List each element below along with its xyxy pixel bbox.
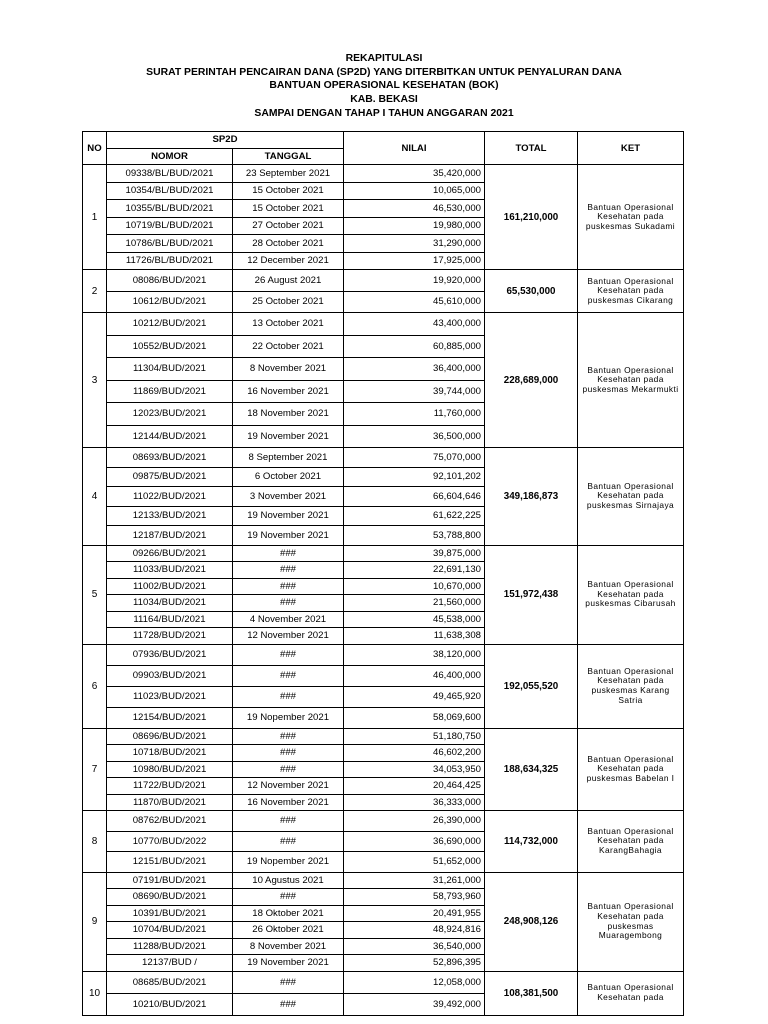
sp2d-date: 12 November 2021: [233, 628, 344, 645]
sp2d-number: 11033/BUD/2021: [107, 562, 233, 579]
group-total: 192,055,520: [485, 644, 578, 728]
table-row: [83, 313, 684, 336]
sp2d-number: 09338/BL/BUD/2021: [107, 165, 233, 183]
sp2d-date: 4 November 2021: [233, 611, 344, 628]
sp2d-date: 19 November 2021: [233, 526, 344, 546]
sp2d-number: 10719/BL/BUD/2021: [107, 217, 233, 235]
sp2d-amount: 26,390,000: [344, 811, 485, 832]
sp2d-amount: 46,602,200: [344, 745, 485, 762]
sp2d-number: 12154/BUD/2021: [107, 707, 233, 728]
sp2d-date: ###: [233, 971, 344, 993]
sp2d-date: ###: [233, 578, 344, 595]
sp2d-number: 10704/BUD/2021: [107, 922, 233, 939]
group-number: 1: [83, 165, 107, 270]
sp2d-number: 10980/BUD/2021: [107, 761, 233, 778]
sp2d-date: ###: [233, 665, 344, 686]
sp2d-number: 10210/BUD/2021: [107, 993, 233, 1015]
sp2d-number: 11304/BUD/2021: [107, 358, 233, 381]
sp2d-date: ###: [233, 644, 344, 665]
sp2d-date: ###: [233, 562, 344, 579]
group-total: 114,732,000: [485, 811, 578, 873]
sp2d-date: 15 October 2021: [233, 182, 344, 200]
sp2d-number: 11002/BUD/2021: [107, 578, 233, 595]
sp2d-amount: 36,540,000: [344, 938, 485, 955]
group-number: 4: [83, 448, 107, 546]
sp2d-date: 19 November 2021: [233, 506, 344, 526]
sp2d-amount: 60,885,000: [344, 335, 485, 358]
header-line-period: SAMPAI DENGAN TAHAP I TAHUN ANGGARAN 2021: [254, 107, 514, 119]
sp2d-number: 08086/BUD/2021: [107, 270, 233, 292]
sp2d-date: 22 October 2021: [233, 335, 344, 358]
table-row: [83, 872, 684, 889]
sp2d-date: 19 November 2021: [233, 425, 344, 448]
group-remark: Bantuan Operasional Kesehatan pada puskesmas Muaragembong: [578, 872, 684, 971]
recap-table: [82, 131, 684, 1016]
sp2d-date: 19 Nopember 2021: [233, 707, 344, 728]
sp2d-number: 10552/BUD/2021: [107, 335, 233, 358]
sp2d-amount: 11,638,308: [344, 628, 485, 645]
group-remark: Bantuan Operasional Kesehatan pada puskesmas Mekarmukti: [578, 313, 684, 448]
sp2d-number: 11869/BUD/2021: [107, 380, 233, 403]
sp2d-number: 12133/BUD/2021: [107, 506, 233, 526]
group-remark: Bantuan Operasional Kesehatan pada puskesmas Sukadami: [578, 165, 684, 270]
header-line-bok: BANTUAN OPERASIONAL KESEHATAN (BOK): [269, 80, 499, 92]
group-total: 108,381,500: [485, 971, 578, 1015]
sp2d-number: 10718/BUD/2021: [107, 745, 233, 762]
sp2d-date: ###: [233, 889, 344, 906]
sp2d-amount: 35,420,000: [344, 165, 485, 183]
sp2d-number: 11034/BUD/2021: [107, 595, 233, 612]
sp2d-amount: 19,920,000: [344, 270, 485, 292]
table-body: [83, 165, 684, 1016]
sp2d-date: 15 October 2021: [233, 200, 344, 218]
group-number: 10: [83, 971, 107, 1015]
sp2d-number: 08690/BUD/2021: [107, 889, 233, 906]
sp2d-number: 12137/BUD /: [107, 955, 233, 972]
sp2d-number: 10391/BUD/2021: [107, 905, 233, 922]
sp2d-date: ###: [233, 811, 344, 832]
col-header-sp2d: SP2D: [107, 132, 344, 149]
sp2d-date: 27 October 2021: [233, 217, 344, 235]
group-number: 9: [83, 872, 107, 971]
sp2d-number: 11164/BUD/2021: [107, 611, 233, 628]
sp2d-amount: 20,464,425: [344, 778, 485, 795]
sp2d-date: 16 November 2021: [233, 794, 344, 811]
group-total: 248,908,126: [485, 872, 578, 971]
sp2d-date: 23 September 2021: [233, 165, 344, 183]
sp2d-date: 18 November 2021: [233, 403, 344, 426]
table-row: [83, 165, 684, 183]
sp2d-amount: 10,670,000: [344, 578, 485, 595]
sp2d-number: 11022/BUD/2021: [107, 487, 233, 507]
group-number: 6: [83, 644, 107, 728]
sp2d-date: ###: [233, 686, 344, 707]
sp2d-amount: 12,058,000: [344, 971, 485, 993]
sp2d-amount: 58,793,960: [344, 889, 485, 906]
sp2d-amount: 36,400,000: [344, 358, 485, 381]
group-total: 151,972,438: [485, 545, 578, 644]
sp2d-amount: 31,261,000: [344, 872, 485, 889]
group-remark: Bantuan Operasional Kesehatan pada puskesmas Cibarusah: [578, 545, 684, 644]
group-total: 161,210,000: [485, 165, 578, 270]
sp2d-amount: 66,604,646: [344, 487, 485, 507]
sp2d-number: 07191/BUD/2021: [107, 872, 233, 889]
header-line-recap: REKAPITULASI: [345, 53, 423, 64]
sp2d-amount: 49,465,920: [344, 686, 485, 707]
sp2d-date: 13 October 2021: [233, 313, 344, 336]
table-header: [83, 132, 684, 165]
col-header-nomor: NOMOR: [107, 148, 233, 165]
sp2d-amount: 51,180,750: [344, 728, 485, 745]
group-remark: Bantuan Operasional Kesehatan pada puskesmas Babelan I: [578, 728, 684, 811]
sp2d-amount: 34,053,950: [344, 761, 485, 778]
sp2d-number: 10354/BL/BUD/2021: [107, 182, 233, 200]
sp2d-amount: 46,400,000: [344, 665, 485, 686]
sp2d-date: ###: [233, 728, 344, 745]
table-row: [83, 270, 684, 292]
sp2d-number: 07936/BUD/2021: [107, 644, 233, 665]
sp2d-date: ###: [233, 993, 344, 1015]
sp2d-date: ###: [233, 545, 344, 562]
table-row: [83, 448, 684, 468]
sp2d-amount: 45,610,000: [344, 291, 485, 313]
group-remark: Bantuan Operasional Kesehatan pada: [578, 971, 684, 1015]
sp2d-number: 08762/BUD/2021: [107, 811, 233, 832]
sp2d-date: 28 October 2021: [233, 235, 344, 253]
header-line-sp2d: SURAT PERINTAH PENCAIRAN DANA (SP2D) YANG DITERBITKAN UNTUK PENYALURAN DANA: [146, 66, 622, 78]
sp2d-date: 26 August 2021: [233, 270, 344, 292]
group-number: 5: [83, 545, 107, 644]
sp2d-number: 11726/BL/BUD/2021: [107, 252, 233, 270]
group-total: 228,689,000: [485, 313, 578, 448]
sp2d-number: 10770/BUD/2022: [107, 831, 233, 852]
sp2d-number: 08693/BUD/2021: [107, 448, 233, 468]
sp2d-number: 11288/BUD/2021: [107, 938, 233, 955]
sp2d-amount: 39,744,000: [344, 380, 485, 403]
sp2d-date: 25 October 2021: [233, 291, 344, 313]
col-header-no: NO: [83, 132, 107, 165]
sp2d-amount: 11,760,000: [344, 403, 485, 426]
sp2d-number: 11722/BUD/2021: [107, 778, 233, 795]
sp2d-number: 09903/BUD/2021: [107, 665, 233, 686]
group-number: 2: [83, 270, 107, 313]
table-row: [83, 728, 684, 745]
sp2d-amount: 21,560,000: [344, 595, 485, 612]
sp2d-date: 8 September 2021: [233, 448, 344, 468]
group-number: 8: [83, 811, 107, 873]
sp2d-number: 10612/BUD/2021: [107, 291, 233, 313]
table-row: [83, 545, 684, 562]
group-total: 349,186,873: [485, 448, 578, 546]
sp2d-amount: 38,120,000: [344, 644, 485, 665]
sp2d-number: 10355/BL/BUD/2021: [107, 200, 233, 218]
sp2d-amount: 48,924,816: [344, 922, 485, 939]
sp2d-number: 11023/BUD/2021: [107, 686, 233, 707]
sp2d-amount: 53,788,800: [344, 526, 485, 546]
sp2d-amount: 39,875,000: [344, 545, 485, 562]
sp2d-date: ###: [233, 761, 344, 778]
group-total: 188,634,325: [485, 728, 578, 811]
sp2d-amount: 22,691,130: [344, 562, 485, 579]
sp2d-date: 6 October 2021: [233, 467, 344, 487]
sp2d-number: 12151/BUD/2021: [107, 852, 233, 873]
sp2d-date: 19 Nopember 2021: [233, 852, 344, 873]
sp2d-date: 26 Oktober 2021: [233, 922, 344, 939]
sp2d-date: ###: [233, 745, 344, 762]
sp2d-amount: 45,538,000: [344, 611, 485, 628]
sp2d-number: 10786/BL/BUD/2021: [107, 235, 233, 253]
sp2d-amount: 17,925,000: [344, 252, 485, 270]
group-number: 3: [83, 313, 107, 448]
sp2d-number: 12023/BUD/2021: [107, 403, 233, 426]
sp2d-amount: 31,290,000: [344, 235, 485, 253]
col-header-nilai: NILAI: [344, 132, 485, 165]
table-row: [83, 811, 684, 832]
sp2d-number: 08685/BUD/2021: [107, 971, 233, 993]
sp2d-amount: 36,500,000: [344, 425, 485, 448]
sp2d-number: 11870/BUD/2021: [107, 794, 233, 811]
group-total: 65,530,000: [485, 270, 578, 313]
sp2d-amount: 36,690,000: [344, 831, 485, 852]
table-row: [83, 644, 684, 665]
group-number: 7: [83, 728, 107, 811]
sp2d-amount: 43,400,000: [344, 313, 485, 336]
sp2d-date: 8 November 2021: [233, 358, 344, 381]
sp2d-amount: 92,101,202: [344, 467, 485, 487]
sp2d-amount: 52,896,395: [344, 955, 485, 972]
col-header-tanggal: TANGGAL: [233, 148, 344, 165]
sp2d-number: 11728/BUD/2021: [107, 628, 233, 645]
sp2d-date: 12 November 2021: [233, 778, 344, 795]
sp2d-date: 3 November 2021: [233, 487, 344, 507]
sp2d-date: 12 December 2021: [233, 252, 344, 270]
sp2d-date: ###: [233, 595, 344, 612]
header-line-region: KAB. BEKASI: [350, 94, 418, 106]
col-header-ket: KET: [578, 132, 684, 165]
sp2d-number: 10212/BUD/2021: [107, 313, 233, 336]
sp2d-date: 19 November 2021: [233, 955, 344, 972]
sp2d-amount: 10,065,000: [344, 182, 485, 200]
group-remark: Bantuan Operasional Kesehatan pada puskesmas Cikarang: [578, 270, 684, 313]
sp2d-number: 09875/BUD/2021: [107, 467, 233, 487]
sp2d-amount: 19,980,000: [344, 217, 485, 235]
group-remark: Bantuan Operasional Kesehatan pada puskesmas Sirnajaya: [578, 448, 684, 546]
sp2d-amount: 51,652,000: [344, 852, 485, 873]
sp2d-number: 12144/BUD/2021: [107, 425, 233, 448]
sp2d-amount: 20,491,955: [344, 905, 485, 922]
sp2d-amount: 58,069,600: [344, 707, 485, 728]
sp2d-amount: 36,333,000: [344, 794, 485, 811]
sp2d-date: 18 Oktober 2021: [233, 905, 344, 922]
sp2d-number: 08696/BUD/2021: [107, 728, 233, 745]
group-remark: Bantuan Operasional Kesehatan pada KarangBahagia: [578, 811, 684, 873]
sp2d-date: 10 Agustus 2021: [233, 872, 344, 889]
sp2d-amount: 61,622,225: [344, 506, 485, 526]
sp2d-date: ###: [233, 831, 344, 852]
col-header-total: TOTAL: [485, 132, 578, 165]
group-remark: Bantuan Operasional Kesehatan pada puskesmas Karang Satria: [578, 644, 684, 728]
sp2d-number: 09266/BUD/2021: [107, 545, 233, 562]
sp2d-amount: 46,530,000: [344, 200, 485, 218]
sp2d-date: 8 November 2021: [233, 938, 344, 955]
table-row: [83, 971, 684, 993]
sp2d-date: 16 November 2021: [233, 380, 344, 403]
sp2d-amount: 75,070,000: [344, 448, 485, 468]
sp2d-amount: 39,492,000: [344, 993, 485, 1015]
sp2d-number: 12187/BUD/2021: [107, 526, 233, 546]
